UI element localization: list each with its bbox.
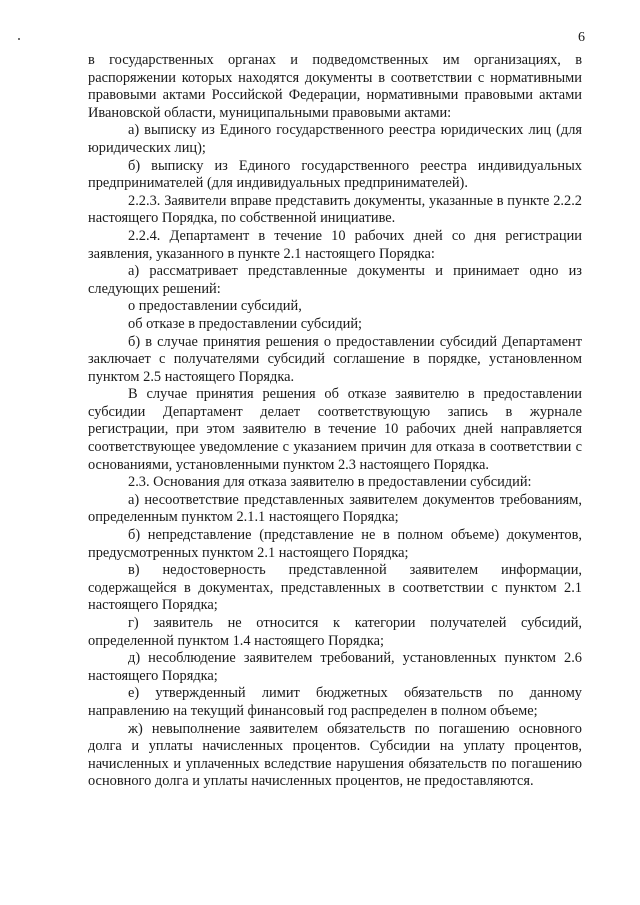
paragraph-continuation: в государственных органах и подведомственных им организациях, в распоряжении которых находятся документы в соответствии с нормативными правовыми актами Российской Федерации, нормативными правовыми актами Ивановской области, муниципальными правовыми актами: <box>88 52 582 121</box>
paragraph-item-a-legal: а) выписку из Единого государственного реестра юридических лиц (для юридических лиц); <box>88 122 582 156</box>
paragraph-2-2-4-b: б) в случае принятия решения о предоставлении субсидий Департамент заключает с получателями субсидий соглашение в порядке, установленном пунктом 2.5 настоящего Порядка. <box>88 333 582 385</box>
document-body <box>88 52 582 791</box>
paragraph-2-3: 2.3. Основания для отказа заявителю в предоставлении субсидий: <box>128 474 532 491</box>
paragraph-2-3-e: е) утвержденный лимит бюджетных обязательств по данному направлению на текущий финансовый год распределен в полном объеме; <box>88 685 582 719</box>
paragraph-2-3-d: д) несоблюдение заявителем требований, установленных пунктом 2.6 настоящего Порядка; <box>88 650 582 684</box>
paragraph-refusal-notice: В случае принятия решения об отказе заявителю в предоставлении субсидии Департамент делает соответствующую запись в журнале регистрации, при этом заявителю в течение 10 рабочих дней направляется соответствующее уведомление с указанием причин для отказа в соответствии с основаниями, установленными пунктом 2.3 настоящего Порядка. <box>88 386 582 473</box>
page-number: 6 <box>578 30 585 45</box>
paragraph-decision-refuse: об отказе в предоставлении субсидий; <box>128 315 363 332</box>
scan-speck <box>18 38 20 40</box>
paragraph-2-3-b: б) непредставление (представление не в полном объеме) документов, предусмотренных пунктом 2.1 настоящего Порядка; <box>88 527 582 561</box>
paragraph-2-3-a: а) несоответствие представленных заявителем документов требованиям, определенным пунктом 2.1.1 настоящего Порядка; <box>88 491 582 526</box>
paragraph-2-3-zh: ж) невыполнение заявителем обязательств по погашению основного долга и уплаты начисленных процентов. Субсидии на уплату процентов, начисленных и уплаченных вследствие нарушения обязательств по погашению основного долга и уплаты начисленных процентов, не предоставляются. <box>88 720 582 790</box>
paragraph-2-3-g: г) заявитель не относится к категории получателей субсидий, определенной пунктом 1.4 настоящего Порядка; <box>88 615 582 649</box>
paragraph-2-2-4-a: а) рассматривает представленные документы и принимает одно из следующих решений: <box>88 263 582 297</box>
paragraph-decision-grant: о предоставлении субсидий, <box>128 298 302 315</box>
paragraph-item-b-individual: б) выписку из Единого государственного реестра индивидуальных предпринимателей (для индивидуальных предпринимателей). <box>88 157 582 192</box>
paragraph-2-2-3: 2.2.3. Заявители вправе представить документы, указанные в пункте 2.2.2 настоящего Порядка, по собственной инициативе. <box>88 192 582 227</box>
paragraph-2-2-4: 2.2.4. Департамент в течение 10 рабочих дней со дня регистрации заявления, указанного в пункте 2.1 настоящего Порядка: <box>88 227 582 262</box>
paragraph-2-3-v: в) недостоверность представленной заявителем информации, содержащейся в документах, представленных в соответствии с пунктом 2.1 настоящего Порядка; <box>88 562 582 614</box>
